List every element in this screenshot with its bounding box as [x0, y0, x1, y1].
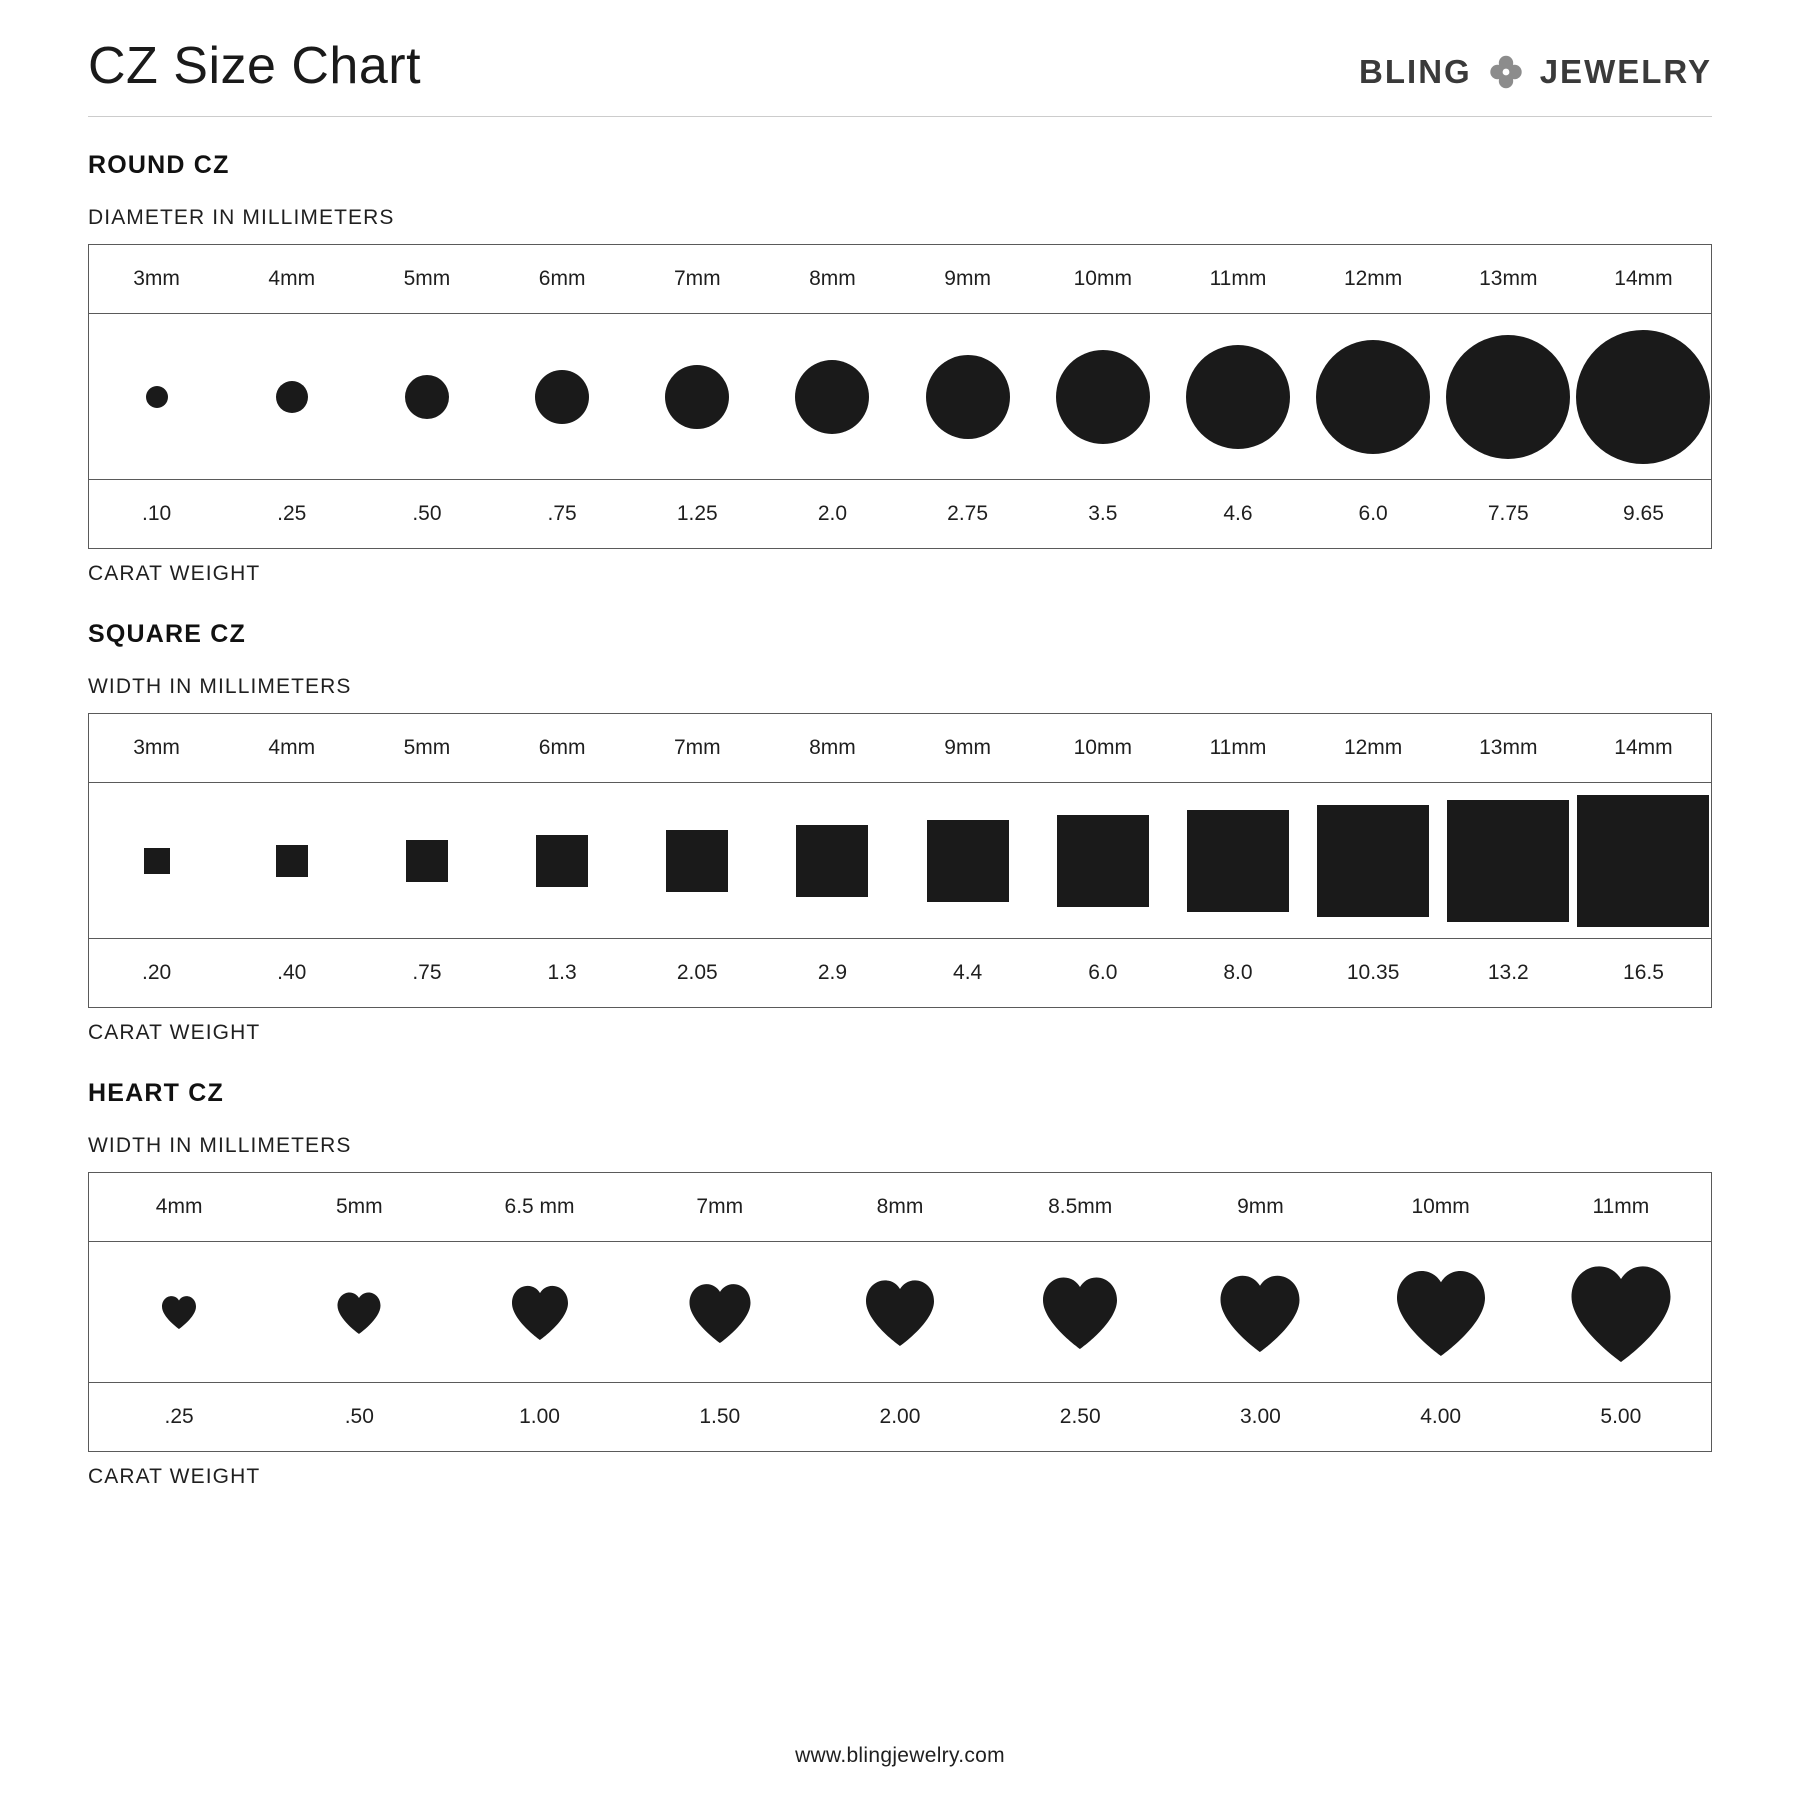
round-shape-cell: [1170, 314, 1305, 479]
square-carat-row: [89, 938, 1711, 1007]
table-header-cell: 13mm: [1479, 736, 1538, 759]
table-header-cell: 12mm: [1343, 267, 1403, 290]
table-header-cell: 6mm: [538, 267, 586, 290]
table-value-cell: 6.0: [1358, 502, 1388, 525]
table-value-cell: 8.0: [1223, 961, 1253, 984]
table-value-cell: 3.00: [1239, 1405, 1281, 1428]
table-header-cell: 5mm: [403, 267, 451, 290]
table-header-cell: 4mm: [268, 267, 316, 290]
table-value-cell: .40: [277, 961, 307, 984]
table-header-cell: 8mm: [809, 736, 856, 759]
round-cz-table: [88, 244, 1712, 549]
square-icon: [1577, 795, 1709, 927]
square-icon: [1447, 800, 1569, 922]
table-value-cell: 5.00: [1600, 1405, 1642, 1428]
table-header-cell: 6mm: [538, 736, 586, 759]
table-header-cell: 11mm: [1209, 736, 1267, 759]
table-value-cell: 7.75: [1487, 502, 1529, 525]
table-value-cell: .10: [141, 502, 172, 525]
circle-icon: [535, 370, 589, 424]
heart-shape-row: [89, 1242, 1711, 1382]
round-shape-cell: [1306, 314, 1441, 479]
table-value-cell: .50: [344, 1405, 374, 1428]
table-value-cell: 2.9: [817, 961, 848, 984]
heart-icon: [1216, 1273, 1304, 1352]
square-shape-cell: [765, 783, 900, 938]
heart-icon: [686, 1282, 754, 1343]
table-value-cell: 2.00: [879, 1405, 921, 1428]
square-size-header-row: [89, 714, 1711, 783]
heart-icon: [335, 1291, 383, 1334]
table-value-cell: 2.75: [947, 502, 989, 525]
brand-name-right: JEWELRY: [1539, 53, 1712, 90]
section-title-round: ROUND CZ: [88, 151, 230, 179]
round-size-header-row: [89, 245, 1711, 314]
table-header-cell: 7mm: [696, 1195, 744, 1218]
square-shape-cell: [224, 783, 359, 938]
square-icon: [1057, 815, 1149, 907]
square-icon: [666, 830, 728, 892]
brand-name-left: BLING: [1359, 53, 1472, 90]
table-value-cell: .20: [141, 961, 172, 984]
table-header-cell: 11mm: [1592, 1195, 1650, 1218]
circle-icon: [665, 365, 729, 429]
round-shape-cell: [900, 314, 1035, 479]
square-icon: [1187, 810, 1289, 912]
heart-shape-cell: [269, 1242, 449, 1382]
square-shape-cell: [359, 783, 494, 938]
table-value-cell: .50: [412, 502, 442, 525]
square-shape-cell: [1441, 783, 1576, 938]
section-title-heart: HEART CZ: [88, 1079, 224, 1107]
table-value-cell: .25: [164, 1405, 194, 1428]
round-shape-cell: [89, 314, 224, 479]
clover-icon: [1486, 52, 1526, 92]
heart-shape-cell: [810, 1242, 990, 1382]
square-cz-table: [88, 713, 1712, 1008]
table-value-cell: 1.50: [699, 1405, 741, 1428]
table-header-cell: 14mm: [1614, 267, 1673, 290]
circle-icon: [1186, 345, 1290, 449]
heart-icon: [1392, 1268, 1490, 1356]
circle-icon: [276, 381, 308, 413]
circle-icon: [405, 375, 449, 419]
page-header: [88, 37, 1712, 117]
page-title: CZ Size Chart: [88, 37, 422, 95]
table-value-cell: 1.00: [519, 1405, 560, 1428]
heart-icon: [160, 1295, 198, 1329]
circle-icon: [1056, 350, 1150, 444]
heart-shape-cell: [449, 1242, 629, 1382]
circle-icon: [146, 386, 168, 408]
circle-icon: [1446, 335, 1570, 459]
heart-shape-cell: [1170, 1242, 1350, 1382]
circle-icon: [1576, 330, 1710, 464]
square-shape-cell: [495, 783, 630, 938]
table-header-cell: 3mm: [133, 736, 180, 759]
table-value-cell: 4.6: [1223, 502, 1253, 525]
square-icon: [927, 820, 1009, 902]
square-icon: [1317, 805, 1429, 917]
table-header-cell: 11mm: [1209, 267, 1267, 290]
table-header-cell: 10mm: [1073, 736, 1132, 759]
square-shape-cell: [630, 783, 765, 938]
table-header-cell: 5mm: [403, 736, 451, 759]
table-value-cell: 10.35: [1346, 961, 1400, 984]
round-shape-cell: [495, 314, 630, 479]
table-header-cell: 3mm: [133, 267, 180, 290]
square-shape-cell: [1170, 783, 1305, 938]
table-header-cell: 7mm: [673, 267, 721, 290]
table-value-cell: 4.00: [1420, 1405, 1462, 1428]
square-icon: [406, 840, 448, 882]
round-shape-cell: [359, 314, 494, 479]
heart-shape-cell: [89, 1242, 269, 1382]
section-title-square: SQUARE CZ: [88, 620, 247, 648]
table-header-cell: 5mm: [335, 1195, 383, 1218]
round-shape-cell: [765, 314, 900, 479]
table-value-cell: 13.2: [1487, 961, 1529, 984]
heart-shape-cell: [1531, 1242, 1711, 1382]
square-icon: [796, 825, 868, 897]
table-header-cell: 9mm: [944, 736, 991, 759]
round-shape-cell: [630, 314, 765, 479]
axis-label-round-bottom: CARAT WEIGHT: [88, 562, 261, 585]
table-value-cell: 2.0: [817, 502, 848, 525]
brand-logo: [1359, 52, 1712, 92]
round-shape-cell: [224, 314, 359, 479]
table-header-cell: 4mm: [155, 1195, 203, 1218]
heart-icon: [509, 1284, 571, 1340]
axis-label-round-top: DIAMETER IN MILLIMETERS: [88, 206, 395, 229]
heart-icon: [862, 1278, 938, 1346]
table-value-cell: 3.5: [1088, 502, 1118, 525]
axis-label-heart-top: WIDTH IN MILLIMETERS: [88, 1134, 352, 1157]
table-header-cell: 12mm: [1343, 736, 1403, 759]
axis-label-square-bottom: CARAT WEIGHT: [88, 1021, 261, 1044]
table-value-cell: 1.25: [676, 502, 718, 525]
table-value-cell: .75: [412, 961, 442, 984]
square-shape-cell: [89, 783, 224, 938]
round-shape-cell: [1035, 314, 1170, 479]
table-value-cell: 2.05: [676, 961, 718, 984]
square-shape-cell: [900, 783, 1035, 938]
table-value-cell: 16.5: [1623, 961, 1664, 984]
table-header-cell: 10mm: [1073, 267, 1132, 290]
table-header-cell: 4mm: [268, 736, 316, 759]
heart-icon: [1566, 1263, 1676, 1362]
table-header-cell: 6.5 mm: [504, 1195, 575, 1218]
square-icon: [536, 835, 588, 887]
table-header-cell: 10mm: [1411, 1195, 1470, 1218]
website-url[interactable]: www.blingjewelry.com: [795, 1744, 1005, 1767]
round-shape-row: [89, 314, 1711, 479]
section-heart-cz: [88, 1079, 1712, 1489]
table-header-cell: 9mm: [944, 267, 991, 290]
table-header-cell: 8mm: [809, 267, 856, 290]
round-shape-cell: [1441, 314, 1576, 479]
square-shape-row: [89, 783, 1711, 938]
heart-shape-cell: [630, 1242, 810, 1382]
circle-icon: [1316, 340, 1430, 454]
round-carat-row: [89, 479, 1711, 548]
square-shape-cell: [1576, 783, 1711, 938]
table-value-cell: 1.3: [547, 961, 577, 984]
heart-carat-row: [89, 1382, 1711, 1451]
table-header-cell: 13mm: [1479, 267, 1538, 290]
heart-size-header-row: [89, 1173, 1711, 1242]
section-round-cz: [88, 151, 1712, 586]
axis-label-square-top: WIDTH IN MILLIMETERS: [88, 675, 352, 698]
table-value-cell: 9.65: [1623, 502, 1664, 525]
table-value-cell: .25: [277, 502, 307, 525]
square-icon: [144, 848, 170, 874]
table-value-cell: 2.50: [1059, 1405, 1101, 1428]
table-header-cell: 9mm: [1237, 1195, 1284, 1218]
axis-label-heart-bottom: CARAT WEIGHT: [88, 1465, 261, 1488]
table-value-cell: 6.0: [1088, 961, 1118, 984]
table-value-cell: .75: [547, 502, 577, 525]
table-header-cell: 7mm: [673, 736, 721, 759]
table-header-cell: 14mm: [1614, 736, 1673, 759]
heart-shape-cell: [990, 1242, 1170, 1382]
heart-icon: [1039, 1275, 1121, 1349]
round-shape-cell: [1576, 314, 1711, 479]
heart-shape-cell: [1351, 1242, 1531, 1382]
table-header-cell: 8mm: [876, 1195, 924, 1218]
heart-cz-table: [88, 1172, 1712, 1452]
square-shape-cell: [1306, 783, 1441, 938]
table-value-cell: 4.4: [953, 961, 983, 984]
circle-icon: [795, 360, 869, 434]
section-square-cz: [88, 620, 1712, 1045]
square-shape-cell: [1035, 783, 1170, 938]
circle-icon: [926, 355, 1010, 439]
square-icon: [276, 845, 308, 877]
table-header-cell: 8.5mm: [1048, 1195, 1113, 1218]
